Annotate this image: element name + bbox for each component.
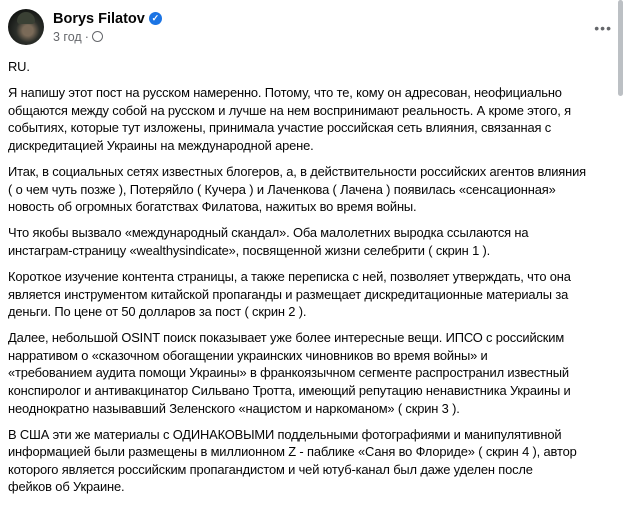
text-line: RU. xyxy=(8,59,30,74)
text-line: нарративом о «сказочном обогащении украинских чиновников во время войны» и xyxy=(8,347,488,363)
post-timestamp[interactable]: 3 год xyxy=(53,29,82,44)
more-options-button[interactable]: ••• xyxy=(594,20,612,36)
text-line: неоднократно называвший Зеленского «нацистом и наркоманом» ( скрин 3 ). xyxy=(8,400,460,416)
scrollbar[interactable] xyxy=(618,0,623,96)
post-time-row xyxy=(53,30,162,44)
text-line: общаются между собой на русском и лучше на нем воспринимают реальность. А кроме этого, я xyxy=(8,102,571,118)
verified-badge-icon: ✓ xyxy=(149,12,162,25)
author-name[interactable]: Borys Filatov xyxy=(53,10,145,27)
text-line: является инструментом китайской пропаганды и размещает дискредитационные материалы за xyxy=(8,286,569,302)
post-paragraph xyxy=(8,84,614,154)
text-line: Итак, в социальных сетях известных блогеров, а, в действительности российских агентов влияния xyxy=(8,163,586,179)
text-line: дискредитацией Украины на международной арене. xyxy=(8,137,314,153)
text-line: В США эти же материалы с ОДИНАКОВЫМИ поддельными фотографиями и манипулятивной xyxy=(8,426,562,442)
post-text xyxy=(8,58,614,505)
text-line: «требованием аудита помощи Украины» в франкоязычном сегменте распространил известный xyxy=(8,365,569,381)
author-avatar[interactable] xyxy=(8,9,44,45)
text-line: конспиролог и антивакцинатор Сильвано Тротта, имеющий репутацию ненавистника Украины и xyxy=(8,383,571,398)
post-paragraph xyxy=(8,329,614,417)
post-paragraph xyxy=(8,224,614,259)
separator: · xyxy=(84,29,89,44)
text-line: Что якобы вызвало «международный скандал». Оба малолетних выродка ссылаются на xyxy=(8,225,529,241)
text-line: событиях, которые тут изложены, принимала участие российская сеть влияния, связанная с xyxy=(8,120,552,136)
post-paragraph xyxy=(8,426,614,496)
text-line: Далее, небольшой OSINT поиск показывает уже более интересные вещи. ИПСО с российским xyxy=(8,330,565,346)
post-paragraph xyxy=(8,58,614,76)
text-line: информацией были размещены в миллионном Z - паблике «Саня во Флориде» ( скрин 4 ), автор xyxy=(8,444,577,460)
text-line: Короткое изучение контента страницы, а также переписка с ней, позволяет утверждать, что она xyxy=(8,268,571,284)
post-header xyxy=(8,7,162,47)
text-line: новость об огромных богатствах Филатова, нажитых во время войны. xyxy=(8,199,417,215)
author-name-row xyxy=(53,11,162,27)
text-line: Я напишу этот пост на русском намеренно. Потому, что те, кому он адресован, неофициально xyxy=(8,85,562,101)
post-paragraph xyxy=(8,268,614,321)
text-line: фейков об Украине. xyxy=(8,479,125,495)
text-line: ( о чем чуть позже ), Потеряйло ( Кучера ) и Лаченкова ( Лачена ) появилась «сенсационная» xyxy=(8,181,556,197)
post-meta xyxy=(53,11,162,44)
globe-icon xyxy=(92,31,103,42)
post-paragraph xyxy=(8,163,614,216)
text-line: которого является российским пропагандистом и чей ютуб-канал был даже уделен после xyxy=(8,461,533,477)
text-line: деньги. По цене от 50 долларов за пост ( скрин 2 ). xyxy=(8,304,307,320)
text-line: инстаграм-страницу «wealthysindicate», посвященной жизни селебрити ( скрин 1 ). xyxy=(8,242,491,258)
